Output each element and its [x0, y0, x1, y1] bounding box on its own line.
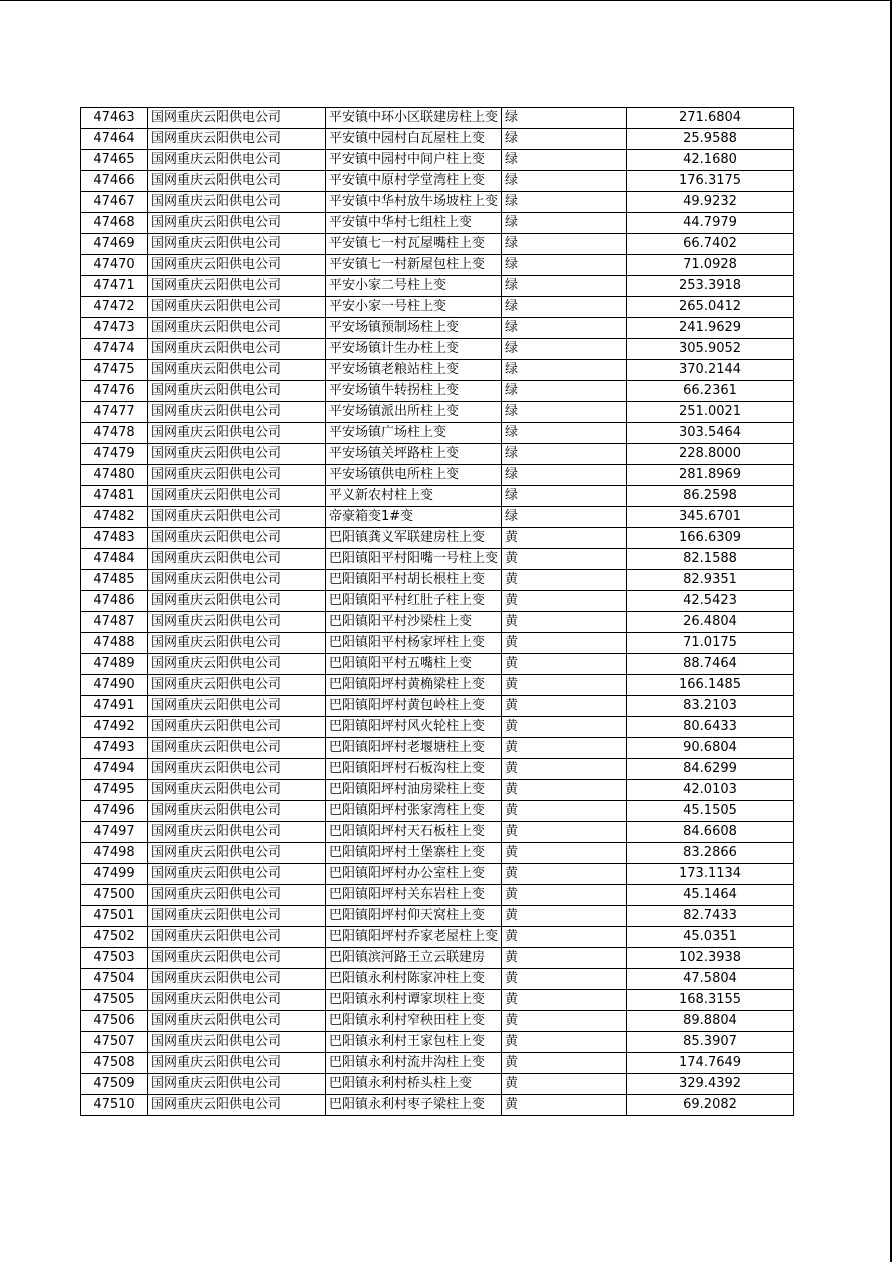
cell-value: 345.6701 [627, 507, 794, 528]
cell-transformer-name: 平安场镇牛转拐柱上变 [326, 381, 502, 402]
table-row [81, 780, 794, 801]
cell-status-color: 黄 [502, 1032, 627, 1053]
table-row [81, 885, 794, 906]
table-row [81, 864, 794, 885]
cell-value: 71.0928 [627, 255, 794, 276]
cell-row-id: 47510 [81, 1095, 148, 1116]
cell-value: 47.5804 [627, 969, 794, 990]
cell-company-name: 国网重庆云阳供电公司 [148, 1095, 326, 1116]
cell-value: 45.1505 [627, 801, 794, 822]
cell-transformer-name: 巴阳镇阳平村五嘴柱上变 [326, 654, 502, 675]
cell-row-id: 47486 [81, 591, 148, 612]
cell-company-name: 国网重庆云阳供电公司 [148, 633, 326, 654]
table-row [81, 549, 794, 570]
cell-company-name: 国网重庆云阳供电公司 [148, 1011, 326, 1032]
cell-transformer-name: 巴阳镇永利村桥头柱上变 [326, 1074, 502, 1095]
table-row [81, 381, 794, 402]
cell-transformer-name: 巴阳镇阳坪村老堰塘柱上变 [326, 738, 502, 759]
cell-value: 49.9232 [627, 192, 794, 213]
table-row [81, 339, 794, 360]
cell-status-color: 绿 [502, 297, 627, 318]
cell-row-id: 47498 [81, 843, 148, 864]
cell-value: 25.9588 [627, 129, 794, 150]
cell-company-name: 国网重庆云阳供电公司 [148, 213, 326, 234]
table-row [81, 654, 794, 675]
cell-row-id: 47490 [81, 675, 148, 696]
cell-transformer-name: 巴阳镇阳平村杨家坪柱上变 [326, 633, 502, 654]
cell-company-name: 国网重庆云阳供电公司 [148, 1074, 326, 1095]
cell-status-color: 黄 [502, 927, 627, 948]
table-row [81, 990, 794, 1011]
cell-status-color: 黄 [502, 696, 627, 717]
cell-row-id: 47475 [81, 360, 148, 381]
cell-row-id: 47466 [81, 171, 148, 192]
data-table [80, 107, 794, 1116]
cell-value: 42.0103 [627, 780, 794, 801]
cell-status-color: 绿 [502, 465, 627, 486]
table-row [81, 696, 794, 717]
table-row [81, 528, 794, 549]
table-row [81, 318, 794, 339]
cell-value: 329.4392 [627, 1074, 794, 1095]
table-row [81, 1053, 794, 1074]
cell-status-color: 黄 [502, 654, 627, 675]
cell-transformer-name: 巴阳镇阳坪村乔家老屋柱上变 [326, 927, 502, 948]
table-row [81, 948, 794, 969]
cell-transformer-name: 帝豪箱变1#变 [326, 507, 502, 528]
cell-value: 66.7402 [627, 234, 794, 255]
cell-company-name: 国网重庆云阳供电公司 [148, 129, 326, 150]
cell-row-id: 47506 [81, 1011, 148, 1032]
cell-row-id: 47507 [81, 1032, 148, 1053]
cell-value: 90.6804 [627, 738, 794, 759]
cell-row-id: 47499 [81, 864, 148, 885]
cell-value: 166.6309 [627, 528, 794, 549]
cell-status-color: 黄 [502, 780, 627, 801]
cell-transformer-name: 巴阳镇永利村陈家冲柱上变 [326, 969, 502, 990]
cell-transformer-name: 巴阳镇阳坪村油房梁柱上变 [326, 780, 502, 801]
cell-value: 82.9351 [627, 570, 794, 591]
cell-value: 174.7649 [627, 1053, 794, 1074]
cell-status-color: 黄 [502, 759, 627, 780]
cell-row-id: 47477 [81, 402, 148, 423]
cell-status-color: 黄 [502, 906, 627, 927]
cell-transformer-name: 平安场镇供电所柱上变 [326, 465, 502, 486]
cell-status-color: 黄 [502, 591, 627, 612]
cell-row-id: 47473 [81, 318, 148, 339]
cell-value: 281.8969 [627, 465, 794, 486]
table-row [81, 1032, 794, 1053]
cell-transformer-name: 平安场镇计生办柱上变 [326, 339, 502, 360]
cell-status-color: 黄 [502, 633, 627, 654]
cell-company-name: 国网重庆云阳供电公司 [148, 717, 326, 738]
cell-status-color: 黄 [502, 717, 627, 738]
cell-transformer-name: 巴阳镇阳坪村天石板柱上变 [326, 822, 502, 843]
table-row [81, 423, 794, 444]
cell-status-color: 黄 [502, 570, 627, 591]
cell-company-name: 国网重庆云阳供电公司 [148, 108, 326, 129]
table-row [81, 675, 794, 696]
cell-status-color: 黄 [502, 675, 627, 696]
cell-transformer-name: 巴阳镇阳坪村仰天窝柱上变 [326, 906, 502, 927]
cell-company-name: 国网重庆云阳供电公司 [148, 339, 326, 360]
cell-row-id: 47472 [81, 297, 148, 318]
cell-company-name: 国网重庆云阳供电公司 [148, 864, 326, 885]
table-row [81, 108, 794, 129]
cell-value: 303.5464 [627, 423, 794, 444]
cell-company-name: 国网重庆云阳供电公司 [148, 759, 326, 780]
cell-value: 71.0175 [627, 633, 794, 654]
cell-company-name: 国网重庆云阳供电公司 [148, 885, 326, 906]
cell-transformer-name: 巴阳镇永利村窄秧田柱上变 [326, 1011, 502, 1032]
cell-company-name: 国网重庆云阳供电公司 [148, 234, 326, 255]
cell-row-id: 47465 [81, 150, 148, 171]
table-row [81, 486, 794, 507]
cell-value: 42.5423 [627, 591, 794, 612]
cell-transformer-name: 平安镇中原村学堂湾柱上变 [326, 171, 502, 192]
table-row [81, 759, 794, 780]
cell-row-id: 47501 [81, 906, 148, 927]
cell-company-name: 国网重庆云阳供电公司 [148, 906, 326, 927]
table-row [81, 843, 794, 864]
cell-row-id: 47481 [81, 486, 148, 507]
cell-transformer-name: 平安小家一号柱上变 [326, 297, 502, 318]
cell-status-color: 黄 [502, 549, 627, 570]
cell-transformer-name: 巴阳镇阳平村阳嘴一号柱上变 [326, 549, 502, 570]
page-top-edge [0, 0, 892, 1]
cell-transformer-name: 平安场镇派出所柱上变 [326, 402, 502, 423]
table-row [81, 633, 794, 654]
cell-value: 84.6608 [627, 822, 794, 843]
cell-row-id: 47471 [81, 276, 148, 297]
cell-status-color: 绿 [502, 318, 627, 339]
cell-transformer-name: 平安镇中园村中间户柱上变 [326, 150, 502, 171]
table-row [81, 297, 794, 318]
cell-row-id: 47478 [81, 423, 148, 444]
cell-row-id: 47502 [81, 927, 148, 948]
cell-value: 176.3175 [627, 171, 794, 192]
cell-status-color: 绿 [502, 213, 627, 234]
cell-transformer-name: 平安镇中华村七组柱上变 [326, 213, 502, 234]
cell-row-id: 47482 [81, 507, 148, 528]
table-row [81, 213, 794, 234]
cell-company-name: 国网重庆云阳供电公司 [148, 318, 326, 339]
cell-company-name: 国网重庆云阳供电公司 [148, 822, 326, 843]
cell-status-color: 黄 [502, 1074, 627, 1095]
table-row [81, 234, 794, 255]
cell-company-name: 国网重庆云阳供电公司 [148, 990, 326, 1011]
cell-transformer-name: 平安小家二号柱上变 [326, 276, 502, 297]
cell-company-name: 国网重庆云阳供电公司 [148, 654, 326, 675]
cell-value: 241.9629 [627, 318, 794, 339]
cell-row-id: 47470 [81, 255, 148, 276]
cell-transformer-name: 巴阳镇阳坪村石板沟柱上变 [326, 759, 502, 780]
cell-company-name: 国网重庆云阳供电公司 [148, 843, 326, 864]
cell-row-id: 47469 [81, 234, 148, 255]
cell-company-name: 国网重庆云阳供电公司 [148, 780, 326, 801]
cell-row-id: 47488 [81, 633, 148, 654]
table-row [81, 129, 794, 150]
cell-row-id: 47505 [81, 990, 148, 1011]
cell-transformer-name: 平安镇七一村新屋包柱上变 [326, 255, 502, 276]
table-row [81, 570, 794, 591]
cell-transformer-name: 巴阳镇阳坪村关东岩柱上变 [326, 885, 502, 906]
table-row [81, 192, 794, 213]
cell-company-name: 国网重庆云阳供电公司 [148, 570, 326, 591]
cell-company-name: 国网重庆云阳供电公司 [148, 696, 326, 717]
cell-status-color: 绿 [502, 234, 627, 255]
cell-row-id: 47495 [81, 780, 148, 801]
table-row [81, 507, 794, 528]
cell-status-color: 黄 [502, 948, 627, 969]
cell-status-color: 黄 [502, 822, 627, 843]
table-row [81, 444, 794, 465]
table-row [81, 360, 794, 381]
cell-company-name: 国网重庆云阳供电公司 [148, 423, 326, 444]
cell-row-id: 47497 [81, 822, 148, 843]
cell-status-color: 绿 [502, 108, 627, 129]
table-row [81, 276, 794, 297]
cell-company-name: 国网重庆云阳供电公司 [148, 360, 326, 381]
cell-transformer-name: 平安镇中华村放牛场坡柱上变 [326, 192, 502, 213]
cell-value: 83.2103 [627, 696, 794, 717]
cell-company-name: 国网重庆云阳供电公司 [148, 1053, 326, 1074]
cell-status-color: 黄 [502, 990, 627, 1011]
cell-value: 26.4804 [627, 612, 794, 633]
cell-status-color: 黄 [502, 1011, 627, 1032]
table-row [81, 465, 794, 486]
cell-value: 83.2866 [627, 843, 794, 864]
cell-company-name: 国网重庆云阳供电公司 [148, 738, 326, 759]
cell-company-name: 国网重庆云阳供电公司 [148, 675, 326, 696]
cell-status-color: 黄 [502, 1053, 627, 1074]
cell-row-id: 47480 [81, 465, 148, 486]
cell-value: 42.1680 [627, 150, 794, 171]
cell-transformer-name: 巴阳镇阳平村胡长根柱上变 [326, 570, 502, 591]
table-body [81, 108, 794, 1116]
cell-company-name: 国网重庆云阳供电公司 [148, 255, 326, 276]
table-row [81, 738, 794, 759]
cell-row-id: 47487 [81, 612, 148, 633]
cell-company-name: 国网重庆云阳供电公司 [148, 171, 326, 192]
cell-value: 228.8000 [627, 444, 794, 465]
cell-row-id: 47468 [81, 213, 148, 234]
cell-row-id: 47467 [81, 192, 148, 213]
cell-row-id: 47464 [81, 129, 148, 150]
table-row [81, 612, 794, 633]
cell-row-id: 47489 [81, 654, 148, 675]
cell-transformer-name: 巴阳镇永利村流井沟柱上变 [326, 1053, 502, 1074]
cell-company-name: 国网重庆云阳供电公司 [148, 612, 326, 633]
cell-company-name: 国网重庆云阳供电公司 [148, 465, 326, 486]
cell-status-color: 黄 [502, 1095, 627, 1116]
table-row [81, 801, 794, 822]
cell-transformer-name: 平安场镇广场柱上变 [326, 423, 502, 444]
cell-company-name: 国网重庆云阳供电公司 [148, 528, 326, 549]
cell-row-id: 47493 [81, 738, 148, 759]
cell-company-name: 国网重庆云阳供电公司 [148, 444, 326, 465]
cell-value: 251.0021 [627, 402, 794, 423]
cell-row-id: 47491 [81, 696, 148, 717]
cell-status-color: 黄 [502, 738, 627, 759]
cell-transformer-name: 巴阳镇阳坪村张家湾柱上变 [326, 801, 502, 822]
table-row [81, 255, 794, 276]
table-row [81, 927, 794, 948]
cell-company-name: 国网重庆云阳供电公司 [148, 948, 326, 969]
cell-value: 80.6433 [627, 717, 794, 738]
cell-row-id: 47463 [81, 108, 148, 129]
cell-value: 166.1485 [627, 675, 794, 696]
cell-transformer-name: 平安镇中园村白瓦屋柱上变 [326, 129, 502, 150]
cell-value: 66.2361 [627, 381, 794, 402]
table-row [81, 591, 794, 612]
cell-status-color: 绿 [502, 423, 627, 444]
cell-status-color: 绿 [502, 171, 627, 192]
cell-company-name: 国网重庆云阳供电公司 [148, 297, 326, 318]
cell-value: 88.7464 [627, 654, 794, 675]
cell-transformer-name: 巴阳镇阳坪村土堡寨柱上变 [326, 843, 502, 864]
cell-company-name: 国网重庆云阳供电公司 [148, 507, 326, 528]
cell-value: 84.6299 [627, 759, 794, 780]
table-row [81, 150, 794, 171]
cell-value: 69.2082 [627, 1095, 794, 1116]
cell-transformer-name: 巴阳镇阳坪村风火轮柱上变 [326, 717, 502, 738]
cell-transformer-name: 巴阳镇阳平村红肚子柱上变 [326, 591, 502, 612]
cell-value: 44.7979 [627, 213, 794, 234]
cell-status-color: 黄 [502, 969, 627, 990]
cell-company-name: 国网重庆云阳供电公司 [148, 1032, 326, 1053]
cell-value: 265.0412 [627, 297, 794, 318]
cell-value: 102.3938 [627, 948, 794, 969]
table-row [81, 1095, 794, 1116]
cell-status-color: 绿 [502, 150, 627, 171]
cell-row-id: 47485 [81, 570, 148, 591]
cell-row-id: 47492 [81, 717, 148, 738]
cell-transformer-name: 巴阳镇阳平村沙梁柱上变 [326, 612, 502, 633]
cell-transformer-name: 巴阳镇滨河路王立云联建房 [326, 948, 502, 969]
cell-status-color: 绿 [502, 360, 627, 381]
cell-transformer-name: 巴阳镇阳坪村办公室柱上变 [326, 864, 502, 885]
cell-transformer-name: 平安场镇预制场柱上变 [326, 318, 502, 339]
cell-status-color: 绿 [502, 255, 627, 276]
cell-company-name: 国网重庆云阳供电公司 [148, 150, 326, 171]
cell-status-color: 黄 [502, 843, 627, 864]
cell-company-name: 国网重庆云阳供电公司 [148, 381, 326, 402]
cell-status-color: 绿 [502, 192, 627, 213]
cell-company-name: 国网重庆云阳供电公司 [148, 276, 326, 297]
cell-value: 168.3155 [627, 990, 794, 1011]
table-row [81, 969, 794, 990]
cell-row-id: 47508 [81, 1053, 148, 1074]
cell-value: 86.2598 [627, 486, 794, 507]
cell-company-name: 国网重庆云阳供电公司 [148, 591, 326, 612]
table-row [81, 717, 794, 738]
cell-status-color: 绿 [502, 381, 627, 402]
cell-status-color: 绿 [502, 339, 627, 360]
cell-value: 253.3918 [627, 276, 794, 297]
cell-value: 370.2144 [627, 360, 794, 381]
cell-row-id: 47509 [81, 1074, 148, 1095]
cell-status-color: 绿 [502, 444, 627, 465]
cell-company-name: 国网重庆云阳供电公司 [148, 969, 326, 990]
cell-status-color: 绿 [502, 507, 627, 528]
cell-row-id: 47474 [81, 339, 148, 360]
cell-transformer-name: 巴阳镇永利村王家包柱上变 [326, 1032, 502, 1053]
cell-transformer-name: 平义新农村柱上变 [326, 486, 502, 507]
cell-status-color: 绿 [502, 402, 627, 423]
table-row [81, 1074, 794, 1095]
cell-company-name: 国网重庆云阳供电公司 [148, 192, 326, 213]
cell-company-name: 国网重庆云阳供电公司 [148, 549, 326, 570]
cell-transformer-name: 巴阳镇阳坪村黄包岭柱上变 [326, 696, 502, 717]
cell-value: 305.9052 [627, 339, 794, 360]
cell-value: 45.0351 [627, 927, 794, 948]
cell-row-id: 47496 [81, 801, 148, 822]
cell-row-id: 47504 [81, 969, 148, 990]
cell-row-id: 47494 [81, 759, 148, 780]
cell-value: 82.1588 [627, 549, 794, 570]
table-row [81, 402, 794, 423]
cell-status-color: 黄 [502, 612, 627, 633]
cell-value: 45.1464 [627, 885, 794, 906]
cell-transformer-name: 巴阳镇永利村枣子梁柱上变 [326, 1095, 502, 1116]
cell-transformer-name: 平安镇七一村瓦屋嘴柱上变 [326, 234, 502, 255]
cell-status-color: 黄 [502, 801, 627, 822]
cell-company-name: 国网重庆云阳供电公司 [148, 927, 326, 948]
cell-row-id: 47483 [81, 528, 148, 549]
cell-row-id: 47503 [81, 948, 148, 969]
cell-value: 89.8804 [627, 1011, 794, 1032]
cell-row-id: 47484 [81, 549, 148, 570]
cell-transformer-name: 巴阳镇龚义军联建房柱上变 [326, 528, 502, 549]
cell-value: 173.1134 [627, 864, 794, 885]
table-row [81, 906, 794, 927]
cell-status-color: 黄 [502, 528, 627, 549]
cell-transformer-name: 巴阳镇阳坪村黄桷梁柱上变 [326, 675, 502, 696]
cell-status-color: 绿 [502, 486, 627, 507]
cell-transformer-name: 巴阳镇永利村谭家坝柱上变 [326, 990, 502, 1011]
cell-transformer-name: 平安场镇老粮站柱上变 [326, 360, 502, 381]
cell-status-color: 黄 [502, 885, 627, 906]
cell-row-id: 47479 [81, 444, 148, 465]
cell-row-id: 47500 [81, 885, 148, 906]
cell-transformer-name: 平安镇中环小区联建房柱上变 [326, 108, 502, 129]
cell-company-name: 国网重庆云阳供电公司 [148, 801, 326, 822]
cell-row-id: 47476 [81, 381, 148, 402]
table-row [81, 822, 794, 843]
cell-value: 85.3907 [627, 1032, 794, 1053]
cell-transformer-name: 平安场镇关坪路柱上变 [326, 444, 502, 465]
cell-status-color: 绿 [502, 276, 627, 297]
table-row [81, 171, 794, 192]
cell-value: 271.6804 [627, 108, 794, 129]
cell-company-name: 国网重庆云阳供电公司 [148, 402, 326, 423]
cell-status-color: 绿 [502, 129, 627, 150]
cell-company-name: 国网重庆云阳供电公司 [148, 486, 326, 507]
table-row [81, 1011, 794, 1032]
cell-status-color: 黄 [502, 864, 627, 885]
cell-value: 82.7433 [627, 906, 794, 927]
